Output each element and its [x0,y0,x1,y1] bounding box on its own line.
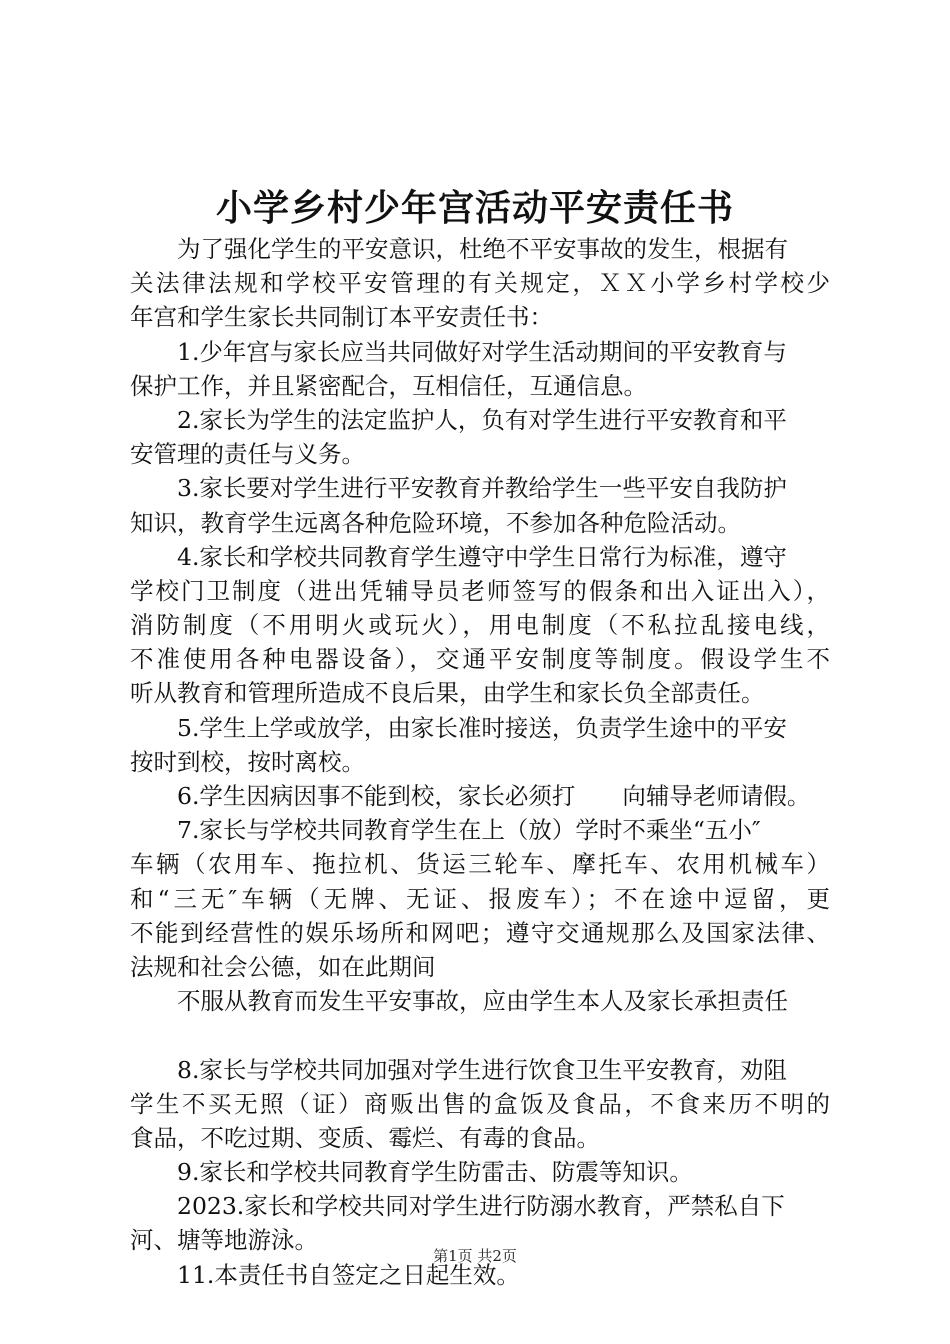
text-line: 车辆（农用车、拖拉机、货运三轮车、摩托车、农用机械车） [130,850,830,879]
page-footer: 第1页 共2页 [433,1247,517,1265]
text-line: 为了强化学生的平安意识，杜绝不平安事故的发生，根据有 [177,235,788,263]
text-line: 1.少年宫与家长应当共同做好对学生活动期间的平安教育与 [177,337,787,366]
text-line: 法规和社会公德，如在此期间 [130,952,436,981]
blank-line [130,1018,830,1052]
text-line: 按时到校，按时离校。 [130,747,365,776]
text-line: 7.家长与学校共同教育学生在上（放）学时不乘坐“五小″ [177,816,761,845]
text-line: 3.家长要对学生进行平安教育并教给学生一些平安自我防护 [177,474,787,503]
text-line: 河、塘等地游泳。 [130,1226,318,1255]
text-line: 不能到经营性的娱乐场所和网吧；遵守交通规那么及国家法律、 [130,918,830,947]
text-line: 保护工作，并且紧密配合，互相信任，互通信息。 [130,371,647,400]
text-line: 9.家长和学校共同教育学生防雷击、防震等知识。 [177,1158,693,1187]
text-line: 食品，不吃过期、变质、霉烂、有毒的食品。 [130,1123,600,1152]
text-line: 4.家长和学校共同教育学生遵守中学生日常行为标准，遵守 [177,542,787,571]
text-line: 2023.家长和学校共同对学生进行防溺水教育，严禁私自下 [177,1192,785,1221]
text-line: 安管理的责任与义务。 [130,440,365,469]
text-line: 不准使用各种电器设备），交通平安制度等制度。假设学生不 [130,645,830,674]
text-line: 消防制度（不用明火或玩火），用电制度（不私拉乱接电线， [130,611,830,640]
text-line: 关法律法规和学校平安管理的有关规定，ＸＸ小学乡村学校少 [130,269,830,298]
text-line: 年宫和学生家长共同制订本平安责任书： [130,303,553,332]
text-line: 和“三无″车辆（无牌、无证、报废车）；不在途中逗留，更 [130,884,830,913]
text-line: 不服从教育而发生平安事故，应由学生本人及家长承担责任 [177,987,788,1016]
text-line: 8.家长与学校共同加强对学生进行饮食卫生平安教育，劝阻 [177,1055,787,1084]
text-line: 2.家长为学生的法定监护人，负有对学生进行平安教育和平 [177,405,787,434]
text-line: 5.学生上学或放学，由家长准时接送，负责学生途中的平安 [177,713,787,742]
text-line: 11.本责任书自签定之日起生效。 [177,1260,520,1289]
text-line: 学生不买无照（证）商贩出售的盒饭及食品，不食来历不明的 [130,1089,830,1118]
document-title: 小学乡村少年宫活动平安责任书 [215,187,734,229]
text-line: 知识，教育学生远离各种危险环境，不参加各种危险活动。 [130,508,741,537]
document-body [130,232,830,1292]
text-line: 学校门卫制度（进出凭辅导员老师签写的假条和出入证出入）， [130,576,830,605]
text-line: 听从教育和管理所造成不良后果，由学生和家长负全部责任。 [130,679,765,708]
text-line: 6.学生因病因事不能到校，家长必须打 向辅导老师请假。 [177,782,811,810]
